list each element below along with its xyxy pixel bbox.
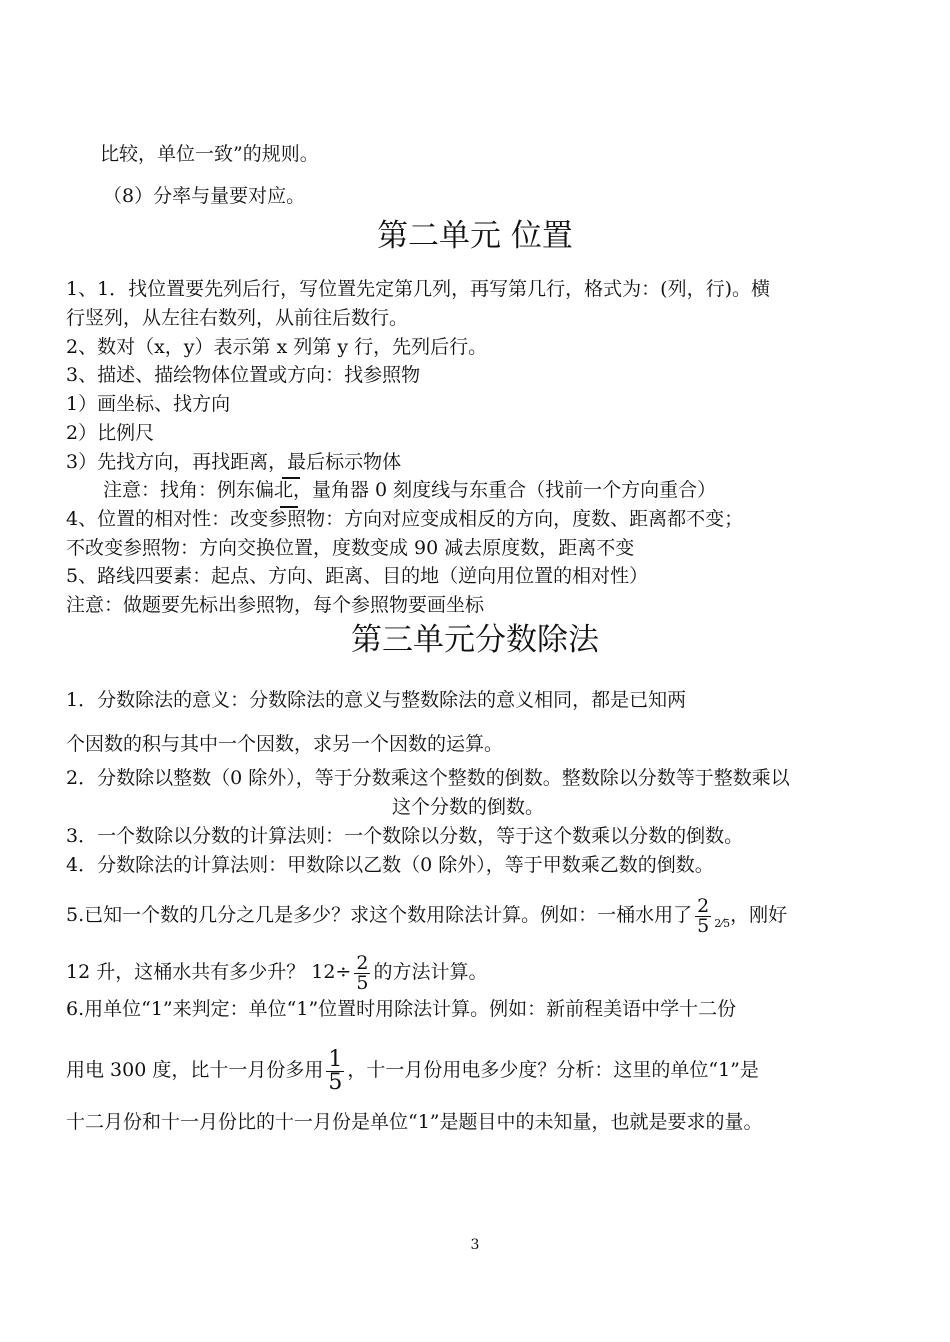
p5b-text-after: 的方法计算。 bbox=[373, 961, 488, 983]
unit3-p6-line3: 十二月份和十一月份比的十一月份是单位“1”是题目中的未知量，也就是要求的量。 bbox=[66, 1111, 763, 1133]
unit2-line: 2）比例尺 bbox=[66, 422, 155, 444]
unit3-p6-line2 bbox=[66, 1040, 759, 1100]
unit2-line: 注意：做题要先标出参照物，每个参照物要画坐标 bbox=[66, 594, 485, 616]
overline-mark bbox=[280, 506, 298, 508]
fraction bbox=[695, 894, 711, 937]
unit2-line: 3）先找方向，再找距离，最后标示物体 bbox=[66, 451, 402, 473]
fraction bbox=[354, 951, 370, 994]
line-top-1: 比较，单位一致”的规则。 bbox=[100, 143, 319, 165]
fraction-numerator: 2 bbox=[697, 894, 710, 917]
unit2-line: 不改变参照物：方向交换位置，度数变成 90 减去原度数，距离不变 bbox=[66, 537, 635, 559]
unit2-line: 4、位置的相对性：改变参照物：方向对应变成相反的方向，度数、距离都不变； bbox=[66, 508, 744, 530]
fraction-denominator: 5 bbox=[697, 914, 710, 937]
unit2-line: 1）画坐标、找方向 bbox=[66, 393, 231, 415]
unit3-p5-line1 bbox=[66, 890, 787, 940]
fraction bbox=[326, 1046, 344, 1095]
unit2-line: 行竖列，从左往右数列，从前往后数行。 bbox=[66, 307, 409, 329]
unit2-title: 第二单元 位置 bbox=[377, 218, 573, 254]
p5b-text-before: 12 升，这桶水共有多少升？ 12÷ bbox=[66, 961, 352, 983]
p5-text-before: 5.已知一个数的几分之几是多少？求这个数用除法计算。例如：一桶水用了 bbox=[66, 904, 693, 926]
line-top-2: （8）分率与量要对应。 bbox=[103, 185, 306, 207]
unit3-p3: 3．一个数除以分数的计算法则：一个数除以分数，等于这个数乘以分数的倒数。 bbox=[66, 825, 744, 847]
unit2-line: 2、数对（x，y）表示第 x 列第 y 行，先列后行。 bbox=[66, 336, 488, 358]
unit3-p2-line2: 这个分数的倒数。 bbox=[392, 796, 545, 818]
fraction-numerator: 2 bbox=[356, 951, 369, 974]
fraction-denominator: 5 bbox=[356, 971, 369, 994]
small-fraction: 2⁄5 bbox=[714, 917, 731, 930]
fraction-denominator: 5 bbox=[328, 1069, 343, 1095]
overline-mark bbox=[282, 477, 300, 479]
unit2-line: 注意：找角：例东偏北，量角器 0 刻度线与东重合（找前一个方向重合） bbox=[103, 479, 717, 501]
unit3-p6-line1: 6.用单位“1”来判定：单位“1”位置时用除法计算。例如：新前程美语中学十二份 bbox=[66, 998, 737, 1020]
unit3-p1-line1: 1．分数除法的意义：分数除法的意义与整数除法的意义相同，都是已知两 bbox=[66, 689, 687, 711]
unit3-title: 第三单元分数除法 bbox=[351, 622, 599, 658]
unit2-line: 5、路线四要素：起点、方向、距离、目的地（逆向用位置的相对性） bbox=[66, 565, 649, 587]
unit2-line: 3、描述、描绘物体位置或方向：找参照物 bbox=[66, 364, 421, 386]
page-number: 3 bbox=[470, 1237, 480, 1253]
unit3-p5-line2 bbox=[66, 947, 487, 997]
p5-text-after: ，刚好 bbox=[730, 904, 788, 926]
unit2-line: 1、1．找位置要先列后行，写位置先定第几列，再写第几行，格式为：(列，行)。横 bbox=[66, 278, 771, 300]
unit3-p1-line2: 个因数的积与其中一个因数，求另一个因数的运算。 bbox=[66, 733, 504, 755]
unit3-p4: 4．分数除法的计算法则：甲数除以乙数（0 除外），等于甲数乘乙数的倒数。 bbox=[66, 854, 714, 876]
p6-text-after: ，十一月份用电多少度？分析：这里的单位“1”是 bbox=[347, 1059, 759, 1081]
fraction-numerator: 1 bbox=[328, 1046, 343, 1072]
p6-text-before: 用电 300 度，比十一月份多用 bbox=[66, 1059, 324, 1081]
unit3-p2-line1: 2．分数除以整数（0 除外），等于分数乘这个整数的倒数。整数除以分数等于整数乘以 bbox=[66, 767, 790, 789]
